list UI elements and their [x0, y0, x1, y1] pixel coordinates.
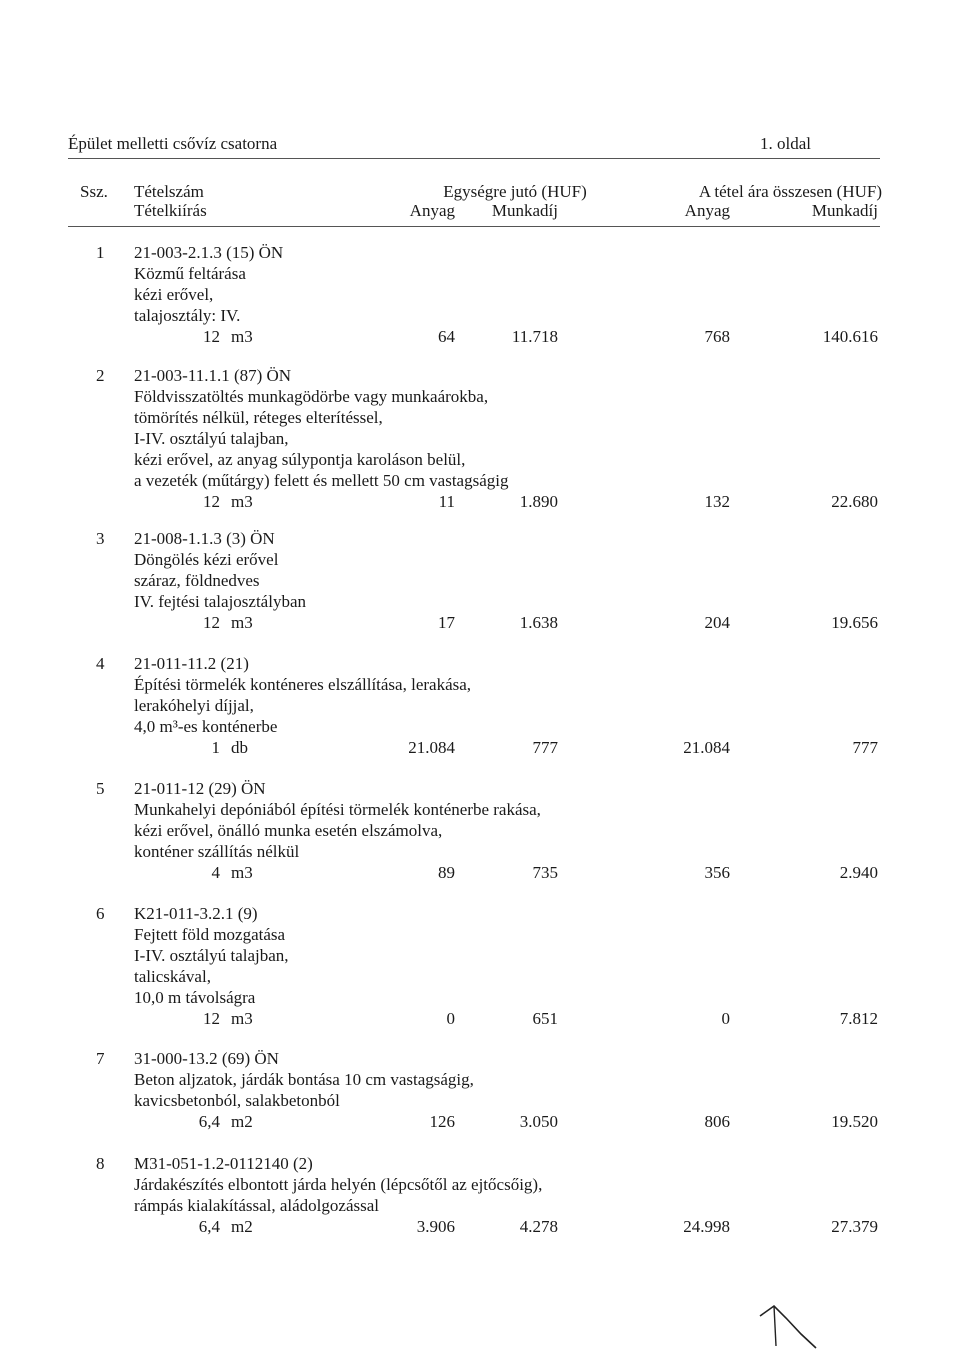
item-anyag-total: 356	[704, 863, 730, 882]
item-unit: m3	[231, 613, 253, 632]
col-header-tetelszam: Tételszám	[134, 182, 204, 201]
item-number: 7	[96, 1049, 105, 1068]
item-quantity: 1	[211, 738, 220, 757]
item-unit: db	[231, 738, 248, 757]
col-header-szsz: Ssz.	[80, 182, 108, 201]
item-description-line: kavicsbetonból, salakbetonból	[134, 1091, 340, 1110]
item-description-line: I-IV. osztályú talajban,	[134, 946, 289, 965]
item-number: 6	[96, 904, 105, 923]
item-number: 8	[96, 1154, 105, 1173]
item-munkadij-unit-price: 1.890	[519, 492, 558, 511]
item-description-line: Fejtett föld mozgatása	[134, 925, 286, 944]
item-anyag-total: 21.084	[683, 738, 730, 757]
item-code: 21-003-11.1.1 (87) ÖN	[134, 366, 292, 385]
item-code: 21-011-11.2 (21)	[134, 654, 249, 673]
item-anyag-total: 204	[704, 613, 730, 632]
item-anyag-total: 806	[704, 1112, 730, 1131]
document-title: Épület melletti csővíz csatorna	[68, 134, 278, 153]
item-munkadij-total: 7.812	[839, 1009, 878, 1028]
item-anyag-total: 768	[704, 327, 730, 346]
item-anyag-total: 24.998	[683, 1217, 730, 1236]
item-quantity: 12	[203, 327, 220, 346]
item-quantity: 4	[211, 863, 220, 882]
item-description-line: Járdakészítés elbontott járda helyén (lépcsőtől az ejtőcsőig),	[134, 1175, 543, 1194]
item-number: 5	[96, 779, 105, 798]
item-anyag-total: 0	[721, 1009, 730, 1028]
item-quantity: 6,4	[198, 1217, 220, 1236]
page-number: 1. oldal	[760, 134, 811, 153]
item-munkadij-total: 22.680	[831, 492, 878, 511]
item-unit: m3	[231, 327, 253, 346]
item-unit: m2	[231, 1217, 253, 1236]
item-description-line: tömörítés nélkül, réteges elterítéssel,	[134, 408, 383, 427]
item-munkadij-total: 19.520	[831, 1112, 878, 1131]
item-quantity: 12	[203, 1009, 220, 1028]
item-munkadij-total: 2.940	[839, 863, 878, 882]
item-anyag-unit-price: 89	[438, 863, 455, 882]
header-rule	[68, 158, 880, 159]
item-description-line: Beton aljzatok, járdák bontása 10 cm vastagságig,	[134, 1070, 474, 1089]
item-anyag-unit-price: 0	[446, 1009, 455, 1028]
item-munkadij-unit-price: 1.638	[519, 613, 558, 632]
item-description-line: kézi erővel, az anyag súlypontja karoláson belül,	[134, 450, 466, 469]
item-anyag-unit-price: 11	[438, 492, 455, 511]
col-header-tetelkiiras: Tételkiírás	[134, 201, 207, 220]
item-description-line: Közmű feltárása	[134, 264, 246, 283]
item-code: 21-008-1.1.3 (3) ÖN	[134, 529, 275, 548]
item-description-line: rámpás kialakítással, aládolgozással	[134, 1196, 379, 1215]
item-description-line: talajosztály: IV.	[134, 306, 241, 325]
item-anyag-total: 132	[704, 492, 730, 511]
item-munkadij-unit-price: 3.050	[519, 1112, 558, 1131]
handwritten-mark	[756, 1296, 826, 1356]
item-unit: m3	[231, 492, 253, 511]
item-unit: m3	[231, 863, 253, 882]
col-header-anyag-total: Anyag	[684, 201, 730, 220]
item-munkadij-unit-price: 777	[532, 738, 558, 757]
item-description-line: Építési törmelék konténeres elszállítása, lerakása,	[134, 675, 472, 694]
item-munkadij-unit-price: 4.278	[519, 1217, 558, 1236]
col-header-munkadij-unit: Munkadíj	[491, 201, 558, 220]
item-description-line: kézi erővel,	[134, 285, 214, 304]
item-code: 31-000-13.2 (69) ÖN	[134, 1049, 279, 1068]
item-description-line: Döngölés kézi erővel	[134, 550, 279, 569]
item-anyag-unit-price: 126	[429, 1112, 455, 1131]
item-description-line: Munkahelyi depóniából építési törmelék konténerbe rakása,	[134, 800, 541, 819]
item-munkadij-total: 19.656	[831, 613, 878, 632]
item-number: 1	[96, 243, 105, 262]
item-munkadij-unit-price: 651	[532, 1009, 558, 1028]
column-header-rule	[68, 226, 880, 227]
item-anyag-unit-price: 3.906	[416, 1217, 455, 1236]
item-number: 2	[96, 366, 105, 385]
item-number: 4	[96, 654, 105, 673]
col-header-anyag-unit: Anyag	[409, 201, 455, 220]
item-code: K21-011-3.2.1 (9)	[134, 904, 258, 923]
item-unit: m3	[231, 1009, 253, 1028]
col-header-munkadij-total: Munkadíj	[811, 201, 878, 220]
item-unit: m2	[231, 1112, 253, 1131]
item-number: 3	[96, 529, 105, 548]
item-quantity: 6,4	[198, 1112, 220, 1131]
item-description-line: a vezeték (műtárgy) felett és mellett 50 cm vastagságig	[134, 471, 509, 490]
item-quantity: 12	[203, 613, 220, 632]
col-header-egysegre-juto: Egységre jutó (HUF)	[443, 182, 587, 201]
item-anyag-unit-price: 21.084	[408, 738, 455, 757]
item-munkadij-total: 27.379	[831, 1217, 878, 1236]
item-anyag-unit-price: 17	[438, 613, 455, 632]
item-description-line: talicskával,	[134, 967, 211, 986]
item-code: 21-003-2.1.3 (15) ÖN	[134, 243, 284, 262]
item-description-line: I-IV. osztályú talajban,	[134, 429, 289, 448]
item-quantity: 12	[203, 492, 220, 511]
item-description-line: konténer szállítás nélkül	[134, 842, 300, 861]
item-code: M31-051-1.2-0112140 (2)	[134, 1154, 313, 1173]
item-munkadij-unit-price: 11.718	[511, 327, 558, 346]
item-munkadij-unit-price: 735	[532, 863, 558, 882]
item-description-line: Földvisszatöltés munkagödörbe vagy munkaárokba,	[134, 387, 489, 406]
item-description-line: IV. fejtési talajosztályban	[134, 592, 306, 611]
item-code: 21-011-12 (29) ÖN	[134, 779, 266, 798]
item-description-line: 10,0 m távolságra	[134, 988, 256, 1007]
item-description-line: kézi erővel, önálló munka esetén elszámolva,	[134, 821, 443, 840]
item-description-line: száraz, földnedves	[134, 571, 260, 590]
col-header-tetel-ara: A tétel ára összesen (HUF)	[698, 182, 882, 201]
item-description-line: lerakóhelyi díjjal,	[134, 696, 254, 715]
item-munkadij-total: 140.616	[822, 327, 878, 346]
item-munkadij-total: 777	[852, 738, 878, 757]
item-anyag-unit-price: 64	[438, 327, 455, 346]
item-description-line: 4,0 m³-es konténerbe	[134, 717, 278, 736]
